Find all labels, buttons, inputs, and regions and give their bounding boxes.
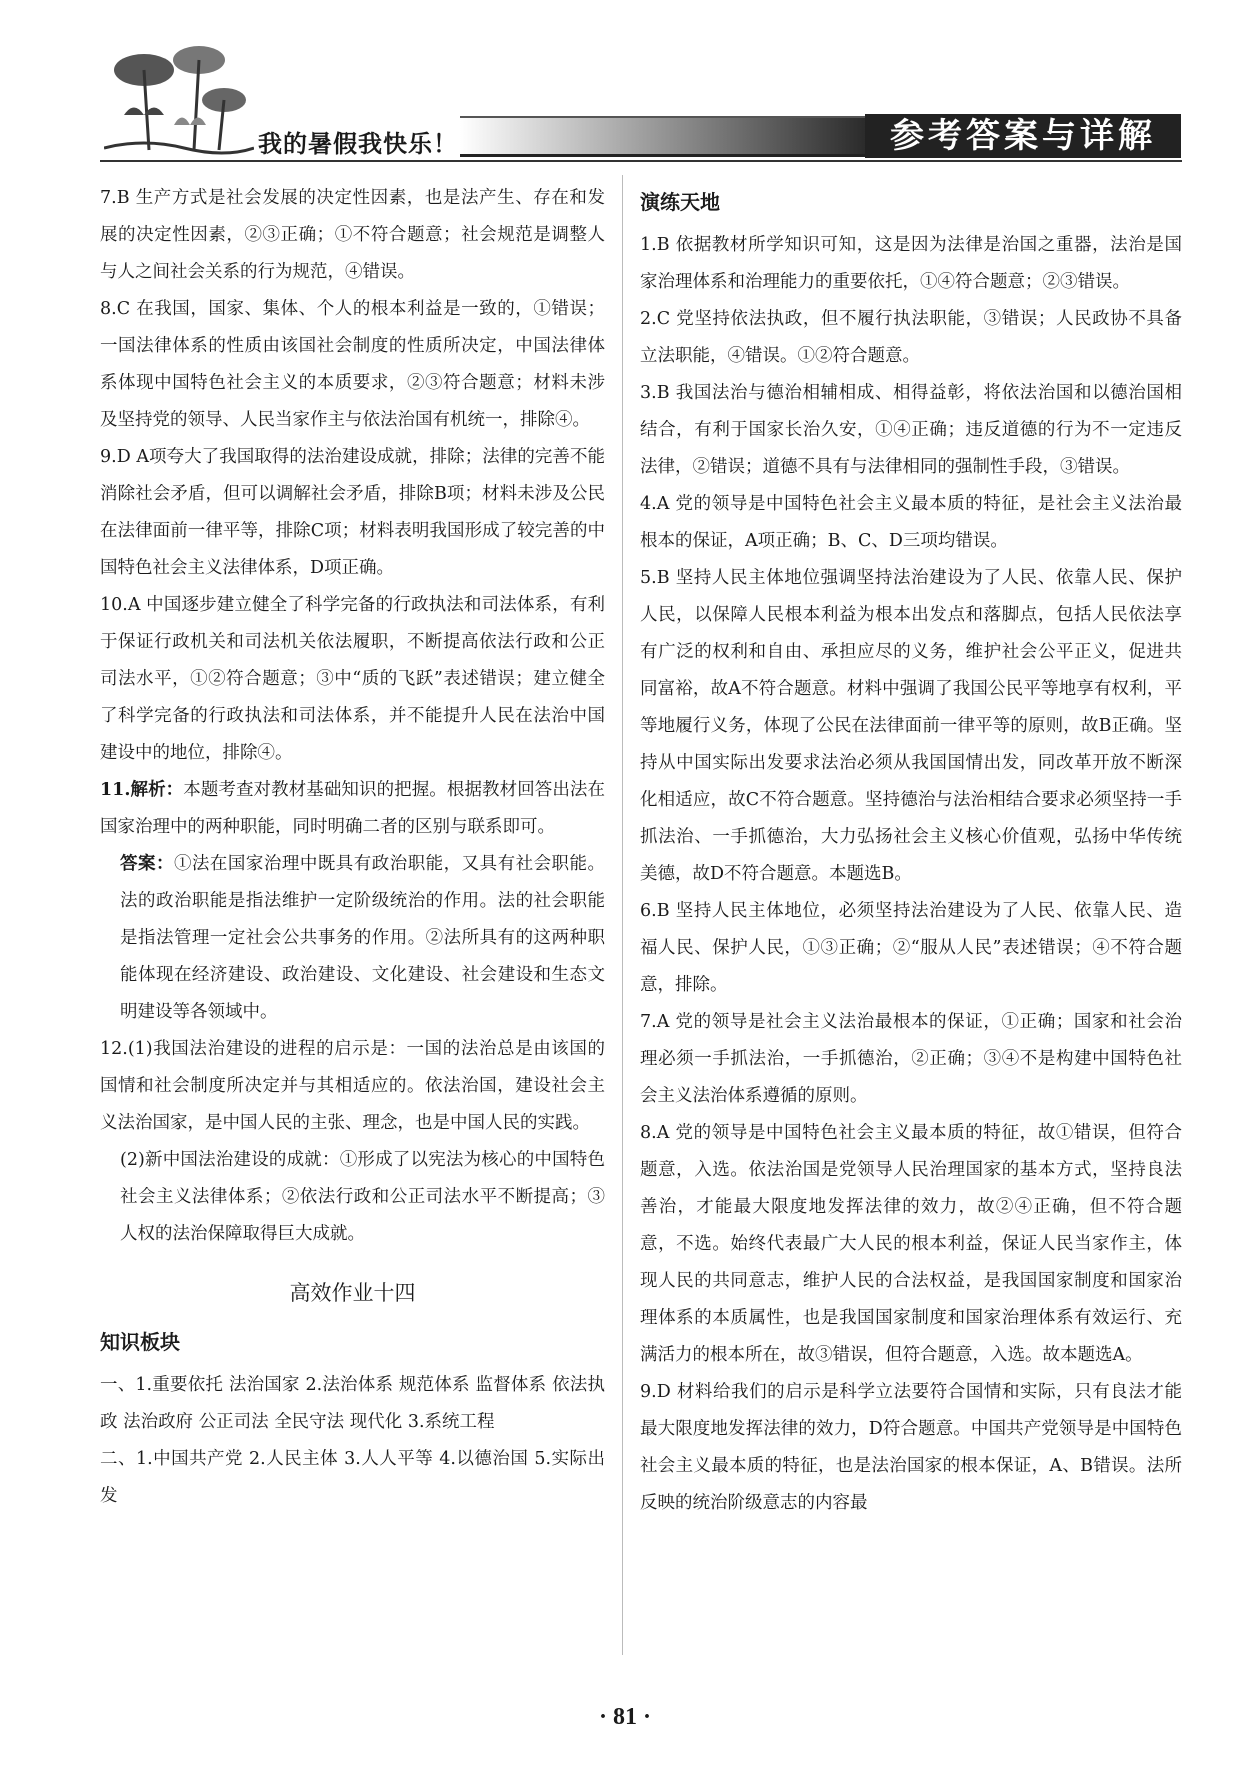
knowledge-section-title: 知识板块 bbox=[100, 1330, 180, 1354]
right-column bbox=[640, 180, 1182, 1522]
column-divider bbox=[622, 175, 623, 1655]
answer-label: 答案： bbox=[120, 854, 174, 874]
answer-12-part2: (2)新中国法治建设的成就：①形成了以宪法为核心的中国特色社会主义法律体系；②依法行政和公正司法水平不断提高；③人权的法治保障取得巨大成就。 bbox=[120, 1150, 605, 1244]
page-header bbox=[0, 0, 1250, 172]
header-rule bbox=[100, 160, 1182, 162]
lotus-pond-icon bbox=[104, 30, 254, 160]
answer-9: 9.D A项夸大了我国取得的法治建设成就，排除；法律的完善不能消除社会矛盾，但可以调解社会矛盾，排除B项；材料未涉及公民在法律面前一律平等，排除C项；材料表明我国形成了较完善的中国特色社会主义法律体系，D项正确。 bbox=[100, 447, 605, 578]
practice-section-title: 演练天地 bbox=[640, 190, 720, 214]
practice-answer-8: 8.A 党的领导是中国特色社会主义最本质的特征，故①错误，但符合题意，入选。依法治国是党领导人民治理国家的基本方式，坚持良法善治，才能最大限度地发挥法律的效力，故②④正确，但不符合题意，不选。始终代表最广大人民的根本利益，保证人民当家作主，体现人民的共同意志，维护人民的合法权益，是我国国家制度和国家治理体系的本质属性，也是我国国家制度和国家治理体系有效运行、充满活力的根本所在，故③错误，但符合题意，入选。故本题选A。 bbox=[640, 1123, 1182, 1365]
practice-answer-9: 9.D 材料给我们的启示是科学立法要符合国情和实际，只有良法才能最大限度地发挥法律的效力，D符合题意。中国共产党领导是中国特色社会主义最本质的特征，也是法治国家的根本保证，A、B错误。法所反映的统治阶级意志的内容最 bbox=[640, 1382, 1182, 1513]
knowledge-part-2: 二、1.中国共产党 2.人民主体 3.人人平等 4.以德治国 5.实际出发 bbox=[100, 1449, 605, 1506]
answer-11-analysis bbox=[100, 772, 605, 846]
practice-answer-6: 6.B 坚持人民主体地位，必须坚持法治建设为了人民、依靠人民、造福人民、保护人民，①③正确；②“服从人民”表述错误；④不符合题意，排除。 bbox=[640, 901, 1182, 995]
homework-title: 高效作业十四 bbox=[289, 1281, 416, 1305]
practice-answer-5: 5.B 坚持人民主体地位强调坚持法治建设为了人民、依靠人民、保护人民，以保障人民根本利益为根本出发点和落脚点，包括人民依法享有广泛的权利和自由、承担应尽的义务，维护社会公平正义，促进共同富裕，故A不符合题意。材料中强调了我国公民平等地享有权利，平等地履行义务，体现了公民在法律面前一律平等的原则，故B正确。坚持从中国实际出发要求法治必须从我国国情出发，同改革开放不断深化相适应，故C不符合题意。坚持德治与法治相结合要求必须坚持一手抓法治、一手抓德治，大力弘扬社会主义核心价值观，弘扬中华传统美德，故D不符合题意。本题选B。 bbox=[640, 568, 1182, 884]
header-gradient-bar bbox=[460, 116, 865, 157]
answer-7: 7.B 生产方式是社会发展的决定性因素，也是法产生、存在和发展的决定性因素，②③正确；①不符合题意；社会规范是调整人与人之间社会关系的行为规范，④错误。 bbox=[100, 188, 605, 282]
answer-10: 10.A 中国逐步建立健全了科学完备的行政执法和司法体系，有利于保证行政机关和司法机关依法履职，不断提高依法行政和公正司法水平，①②符合题意；③中“质的飞跃”表述错误；建立健全了科学完备的行政执法和司法体系，并不能提升人民在法治中国建设中的地位，排除④。 bbox=[100, 595, 605, 763]
header-title-left: 我的暑假我快乐！ bbox=[258, 130, 458, 158]
practice-answer-4: 4.A 党的领导是中国特色社会主义最本质的特征，是社会主义法治最根本的保证，A项正确；B、C、D三项均错误。 bbox=[640, 494, 1182, 551]
practice-answer-2: 2.C 党坚持依法执政，但不履行执法职能，③错误；人民政协不具备立法职能，④错误。①②符合题意。 bbox=[640, 309, 1182, 366]
page-number: · 81 · bbox=[598, 1704, 651, 1730]
analysis-text: 本题考查对教材基础知识的把握。根据教材回答出法在国家治理中的两种职能，同时明确二者的区别与联系即可。 bbox=[100, 780, 605, 837]
answer-text: ①法在国家治理中既具有政治职能，又具有社会职能。法的政治职能是指法维护一定阶级统治的作用。法的社会职能是指法管理一定社会公共事务的作用。②法所具有的这两种职能体现在经济建设、政治建设、文化建设、社会建设和生态文明建设等各领域中。 bbox=[120, 854, 606, 1022]
left-column bbox=[100, 180, 605, 1515]
answer-11-answer bbox=[100, 846, 605, 1031]
header-title-right: 参考答案与详解 bbox=[865, 114, 1181, 158]
practice-answer-1: 1.B 依据教材所学知识可知，这是因为法律是治国之重器，法治是国家治理体系和治理能力的重要依托，①④符合题意；②③错误。 bbox=[640, 235, 1182, 292]
knowledge-part-1: 一、1.重要依托 法治国家 2.法治体系 规范体系 监督体系 依法执政 法治政府 公正司法 全民守法 现代化 3.系统工程 bbox=[100, 1375, 605, 1432]
answer-8: 8.C 在我国，国家、集体、个人的根本利益是一致的，①错误；一国法律体系的性质由该国社会制度的性质所决定，中国法律体系体现中国特色社会主义的本质要求，②③符合题意；材料未涉及坚持党的领导、人民当家作主与依法治国有机统一，排除④。 bbox=[100, 299, 605, 430]
practice-answer-7: 7.A 党的领导是社会主义法治最根本的保证，①正确；国家和社会治理必须一手抓法治，一手抓德治，②正确；③④不是构建中国特色社会主义法治体系遵循的原则。 bbox=[640, 1012, 1182, 1106]
analysis-label: 11.解析： bbox=[100, 780, 184, 800]
answer-12-part1: 12.(1)我国法治建设的进程的启示是：一国的法治总是由该国的国情和社会制度所决定并与其相适应的。依法治国，建设社会主义法治国家，是中国人民的主张、理念，也是中国人民的实践。 bbox=[100, 1039, 605, 1133]
practice-answer-3: 3.B 我国法治与德治相辅相成、相得益彰，将依法治国和以德治国相结合，有利于国家长治久安，①④正确；违反道德的行为不一定违反法律，②错误；道德不具有与法律相同的强制性手段，③错误。 bbox=[640, 383, 1182, 477]
